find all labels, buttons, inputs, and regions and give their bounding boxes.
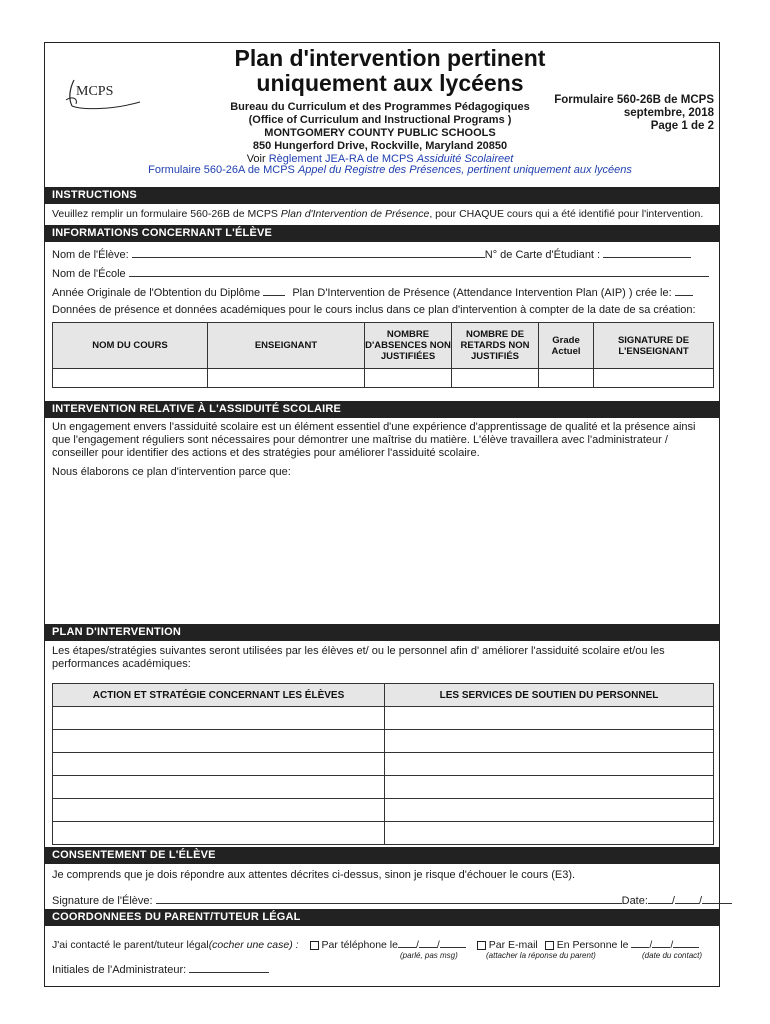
form-meta	[554, 94, 714, 133]
student-signature-field[interactable]	[156, 893, 622, 904]
col-staff-services: LES SERVICES DE SOUTIEN DU PERSONNEL	[385, 684, 714, 707]
form-number: Formulaire 560-26B de MCPS	[554, 94, 714, 106]
parent-contact-hint: (cocher une case) :	[208, 939, 299, 951]
parent-contact-row: J'ai contacté le parent/tuteur légal(cocher une case) : Par téléphone le / / Par E-mail En Personne le / /	[52, 937, 699, 952]
parent-heading: COORDONNEES DU PARENT/TUTEUR LÉGAL	[44, 909, 720, 926]
note-phone: (parlé, pas msg)	[400, 951, 458, 960]
student-name-field[interactable]	[132, 247, 485, 258]
student-action-cell[interactable]	[53, 822, 385, 845]
grade-cell[interactable]	[539, 369, 594, 388]
plan-header-row	[53, 684, 714, 707]
table-row	[53, 822, 714, 845]
student-action-cell[interactable]	[53, 799, 385, 822]
address-text: 850 Hungerford Drive, Rockville, Maryland 20850	[252, 140, 508, 152]
plan-table	[52, 683, 714, 845]
reason-field[interactable]	[52, 482, 712, 618]
plan-text: Les étapes/stratégies suivantes seront utilisées par les élèves et/ ou le personnel afin d' améliorer l'assiduité scolaire et/ou les performances académiques:	[52, 645, 665, 670]
page-title	[160, 46, 620, 96]
plan-heading: PLAN D'INTERVENTION	[44, 624, 720, 641]
form-a-reference	[110, 164, 670, 176]
col-student-actions: ACTION ET STRATÉGIE CONCERNANT LES ÉLÈVES	[53, 684, 385, 707]
student-name-row	[52, 247, 691, 262]
see-prefix: Voir	[246, 153, 266, 165]
attendance-heading: INTERVENTION RELATIVE À L'ASSIDUITÉ SCOLAIRE	[44, 401, 720, 418]
bureau-text: Bureau du Curriculum et des Programmes Pédagogiques	[230, 101, 530, 113]
email-label: Par E-mail	[488, 939, 538, 951]
school-label: Nom de l'École	[52, 268, 126, 280]
school-field[interactable]	[129, 266, 709, 277]
teacher-cell[interactable]	[208, 369, 365, 388]
student-action-cell[interactable]	[53, 707, 385, 730]
instructions-text-a: Veuillez remplir un formulaire 560-26B de MCPS	[52, 208, 278, 220]
form-date: septembre, 2018	[623, 107, 714, 119]
form-a-link[interactable]: Formulaire 560-26A de MCPS	[148, 164, 295, 176]
reason-label: Nous élaborons ce plan d'intervention parce que:	[52, 466, 291, 478]
office-text: (Office of Curriculum and Instructional Programs )	[248, 114, 512, 126]
table-row	[53, 776, 714, 799]
signature-cell[interactable]	[594, 369, 714, 388]
school-row	[52, 266, 709, 281]
phone-label: Par téléphone le	[321, 939, 398, 951]
table-row	[53, 799, 714, 822]
email-checkbox[interactable]	[477, 941, 486, 950]
staff-service-cell[interactable]	[385, 776, 714, 799]
tardies-cell[interactable]	[452, 369, 539, 388]
col-tardies: NOMBRE DE RETARDS NON JUSTIFIÉS	[452, 323, 539, 369]
student-action-cell[interactable]	[53, 730, 385, 753]
col-teacher: ENSEIGNANT	[208, 323, 365, 369]
consent-date-year[interactable]	[702, 893, 732, 904]
staff-service-cell[interactable]	[385, 753, 714, 776]
logo-text: MCPS	[76, 84, 114, 99]
phone-date-month[interactable]	[398, 937, 416, 948]
col-grade: Grade Actuel	[539, 323, 594, 369]
title-line-2: uniquement aux lycéens	[256, 70, 524, 96]
admin-initials-field[interactable]	[189, 962, 269, 973]
table-row	[53, 753, 714, 776]
grad-year-label: Année Originale de l'Obtention du Diplôme	[52, 287, 261, 299]
header-info	[150, 101, 610, 166]
consent-text: Je comprends que je dois répondre aux attentes décrites ci-dessus, sinon je risque d'échouer le cours (E3).	[52, 869, 576, 881]
student-action-cell[interactable]	[53, 776, 385, 799]
instructions-heading: INSTRUCTIONS	[44, 187, 720, 204]
absences-cell[interactable]	[365, 369, 452, 388]
staff-service-cell[interactable]	[385, 730, 714, 753]
consent-date-label: Date:	[621, 895, 648, 907]
phone-date-day[interactable]	[419, 937, 437, 948]
title-line-1: Plan d'intervention pertinent	[234, 45, 546, 71]
policy-link[interactable]: Règlement JEA-RA de MCPS	[268, 153, 414, 165]
student-info-heading: INFORMATIONS CONCERNANT L'ÉLÈVE	[44, 225, 720, 242]
instructions-text	[52, 208, 703, 221]
note-email: (attacher la réponse du parent)	[486, 951, 596, 960]
table-row	[53, 707, 714, 730]
table-row	[53, 369, 714, 388]
attendance-para: Un engagement envers l'assiduité scolaire est un élément essentiel d'une expérience d'apprentissage de qualité et la présence ainsi que l'engagement réguliers sont nécessaires pour démontrer une maîtrise du matière. L'élève travaillera avec l'administrateur / conseiller pour identifier des actions et des stratégies pour améliorer l'assiduité scolaire.	[52, 421, 696, 459]
consent-date-day[interactable]	[675, 893, 699, 904]
in-person-label: En Personne le	[556, 939, 629, 951]
person-date-year[interactable]	[673, 937, 699, 948]
district-text: MONTGOMERY COUNTY PUBLIC SCHOOLS	[264, 127, 496, 139]
person-date-month[interactable]	[631, 937, 649, 948]
note-person: (date du contact)	[642, 951, 703, 960]
courses-header-row	[53, 323, 714, 369]
grad-year-field[interactable]	[263, 285, 285, 296]
consent-signature-row: Signature de l'Élève: Date: / /	[52, 893, 732, 908]
instructions-text-italic: Plan d'Intervention de Présence	[280, 208, 430, 220]
mcps-logo	[62, 76, 142, 112]
consent-heading: CONSENTEMENT DE L'ÉLÈVE	[44, 847, 720, 864]
consent-date-month[interactable]	[648, 893, 672, 904]
instructions-text-b: , pour CHAQUE cours qui a été identifié pour l'intervention.	[429, 208, 704, 220]
form-a-link-italic[interactable]: Appel du Registre des Présences, pertinent uniquement aux lycéens	[297, 164, 632, 176]
admin-initials-label: Initiales de l'Administrateur:	[52, 964, 187, 976]
parent-contact-label: J'ai contacté le parent/tuteur légal	[52, 939, 209, 951]
in-person-checkbox[interactable]	[545, 941, 554, 950]
staff-service-cell[interactable]	[385, 707, 714, 730]
table-row	[53, 730, 714, 753]
student-action-cell[interactable]	[53, 753, 385, 776]
data-text: Données de présence et données académiques pour le cours inclus dans ce plan d'intervention à compter de la date de sa création:	[52, 304, 696, 316]
staff-service-cell[interactable]	[385, 799, 714, 822]
staff-service-cell[interactable]	[385, 822, 714, 845]
aip-date-label: Plan D'Intervention de Présence (Attendance Intervention Plan (AIP) ) crée le:	[292, 287, 672, 299]
admin-initials-row	[52, 962, 269, 977]
courses-table	[52, 322, 714, 388]
phone-checkbox[interactable]	[310, 941, 319, 950]
student-name-label: Nom de l'Élève:	[52, 249, 129, 261]
policy-link-italic[interactable]: Assiduité Scolaireet	[416, 153, 514, 165]
col-signature: SIGNATURE DE L'ENSEIGNANT	[594, 323, 714, 369]
person-date-day[interactable]	[652, 937, 670, 948]
page-number: Page 1 de 2	[650, 120, 714, 132]
phone-date-year[interactable]	[440, 937, 466, 948]
student-signature-label: Signature de l'Élève:	[52, 895, 153, 907]
course-cell[interactable]	[53, 369, 208, 388]
col-course: NOM DU COURS	[53, 323, 208, 369]
student-id-label: N° de Carte d'Étudiant :	[484, 249, 601, 261]
student-id-field[interactable]	[603, 247, 691, 258]
grad-year-row	[52, 285, 693, 300]
aip-date-field[interactable]	[675, 285, 693, 296]
col-absences: NOMBRE D'ABSENCES NON JUSTIFIÉES	[365, 323, 452, 369]
